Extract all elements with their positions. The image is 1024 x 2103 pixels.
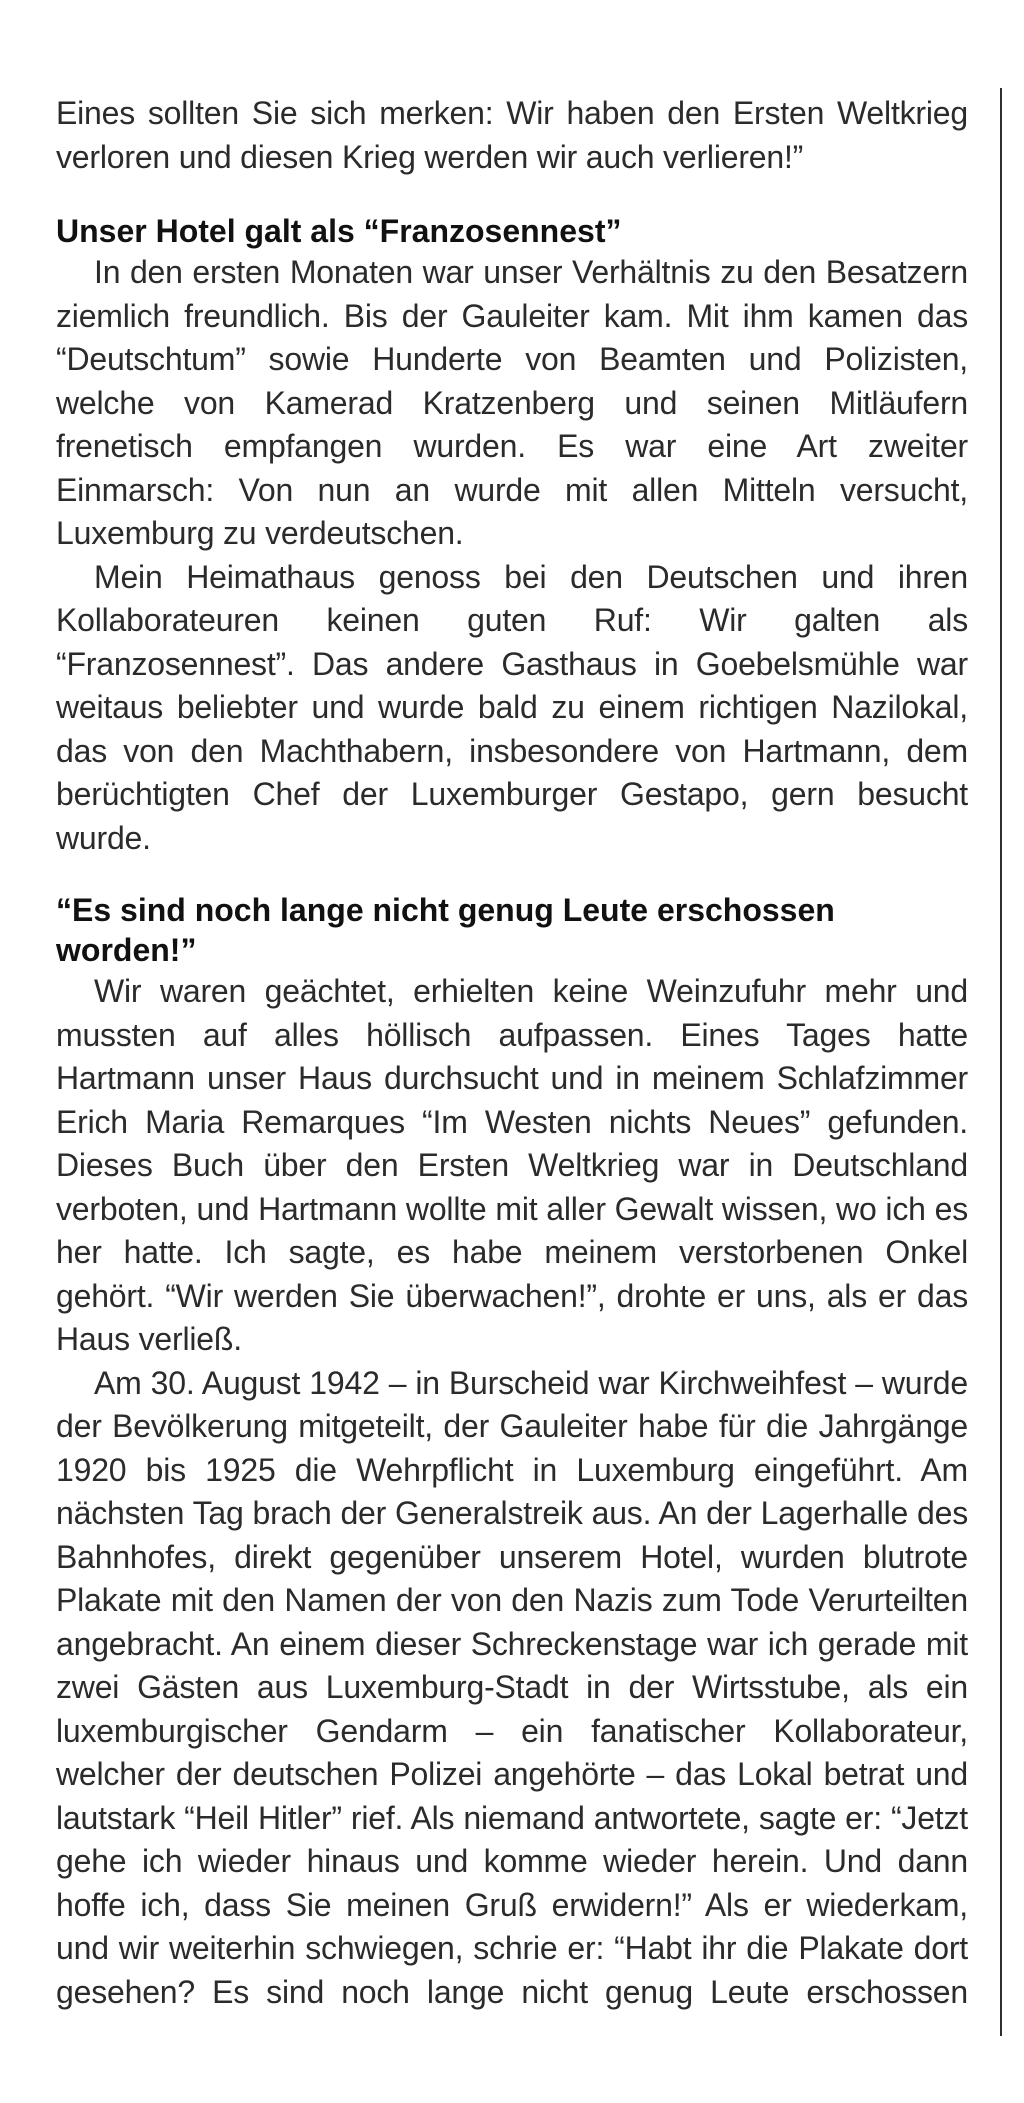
section-heading-franzosennest: Unser Hotel galt als “Franzosennest” bbox=[56, 213, 622, 249]
article-body bbox=[56, 92, 968, 2014]
section1-paragraph-1: In den ersten Monaten war unser Verhältnis zu den Besatzern ziemlich freundlich. Bis der Gauleiter kam. Mit ihm kamen das “Deutschtum” sowie Hunderte von Beamten und Polizisten, welche von Kamerad Kratzenberg und seinen Mitläufern frenetisch empfangen wurden. Es war eine Art zweiter Einmarsch: Von nun an wurde mit allen Mitteln versucht, Luxemburg zu verdeutschen. bbox=[56, 254, 968, 551]
section-heading-erschossen: “Es sind noch lange nicht genug Leute erschossen worden!” bbox=[56, 892, 835, 968]
intro-paragraph: Eines sollten Sie sich merken: Wir haben den Ersten Weltkrieg verloren und diesen Krieg werden wir auch verlieren!” bbox=[56, 95, 968, 175]
section1-paragraph-2: Mein Heimathaus genoss bei den Deutschen und ihren Kollaborateuren keinen guten Ruf: Wir galten als “Franzosennest”. Das andere Gasthaus in Goebelsmühle war weitaus beliebter und wurde bald zu einem richtigen Nazilokal, das von den Machthabern, insbesondere von Hartmann, dem berüchtigten Chef der Luxemburger Gestapo, gern besucht wurde. bbox=[56, 558, 968, 856]
column-divider-line bbox=[1000, 88, 1002, 2036]
section2-paragraph-2: Am 30. August 1942 – in Burscheid war Kirchweihfest – wurde der Bevölkerung mitgeteilt, der Gauleiter habe für die Jahrgänge 1920 bis 1925 die Wehrpflicht in Luxemburg eingeführt. Am nächsten Tag brach der Generalstreik aus. An der Lagerhalle des Bahnhofes, direkt gegenüber unserem Hotel, wurden blutrote Plakate mit den Namen der von den Nazis zum Tode Verurteilten angebracht. An einem dieser Schreckenstage war ich gerade mit zwei Gästen aus Luxemburg-Stadt in der Wirtsstube, als ein luxemburgischer Gendarm – ein fanatischer Kollaborateur, welcher der deutschen Polizei angehörte – das Lokal betrat und lautstark “Heil Hitler” rief. Als niemand antwortete, sagte er: “Jetzt gehe ich wieder hinaus und komme wieder herein. Und dann hoffe ich, dass Sie meinen Gruß erwidern!” Als er wiederkam, und wir weiterhin schwiegen, schrie er: “Habt ihr die Plakate dort gesehen? Es sind noch lange nicht genug Leute erschossen bbox=[56, 1364, 968, 2010]
section2-paragraph-1: Wir waren geächtet, erhielten keine Weinzufuhr mehr und mussten auf alles höllisch aufpassen. Eines Tages hatte Hartmann unser Haus durchsucht und in meinem Schlafzimmer Erich Maria Remarques “Im Westen nichts Neues” gefunden. Dieses Buch über den Ersten Weltkrieg war in Deutschland verboten, und Hartmann wollte mit aller Gewalt wissen, wo ich es her hatte. Ich sagte, es habe meinem verstorbenen Onkel gehört. “Wir werden Sie überwachen!”, drohte er uns, als er das Haus verließ. bbox=[56, 973, 968, 1357]
